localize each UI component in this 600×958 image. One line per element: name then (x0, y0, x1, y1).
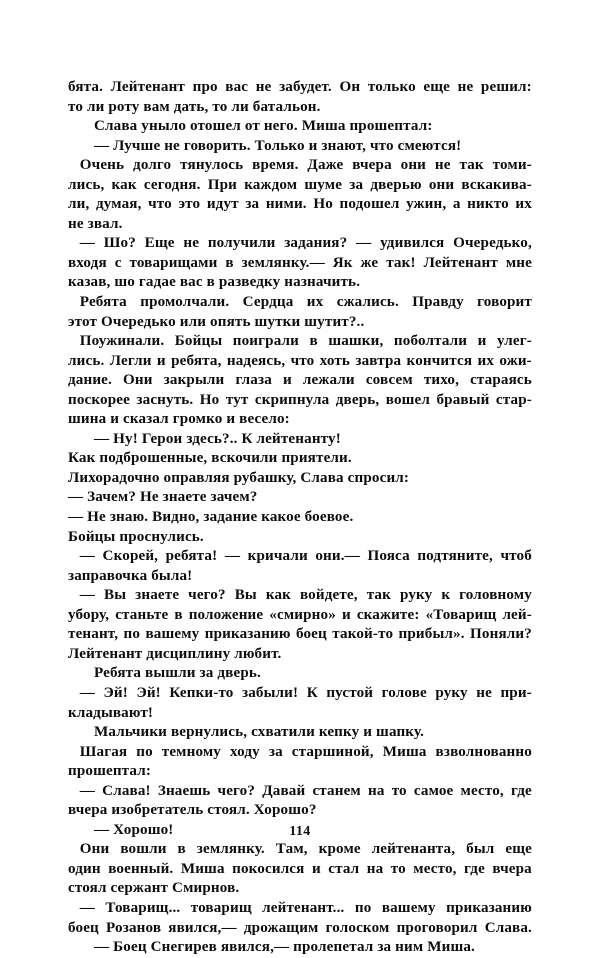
text-line: — Боец Снегирев явился,— пролепетал за ним Миша. (94, 939, 475, 956)
text-line: дание. Они закрыли глаза и лежали совсем тихо, стараясь (68, 372, 532, 389)
text-line: Лихорадочно оправляя рубашку, Слава спросил: (68, 469, 410, 486)
text-line: — Ну! Герои здесь?.. К лейтенанту! (94, 430, 341, 447)
text-line: Ребята промолчали. Сердца их сжались. Правду говорит (68, 294, 532, 311)
text-line: казав, шо гадае вас в разведку назначить. (68, 274, 361, 291)
text-line: лись. Легли и ребята, надеясь, что хоть завтра кончится их ожи- (68, 352, 532, 369)
text-line: Поужинали. Бойцы поиграли в шашки, поболтали и улег- (68, 333, 532, 350)
text-line: прошептал: (68, 763, 152, 780)
text-line: поскорее заснуть. Но тут скрипнула дверь, вошел бравый стар- (68, 391, 532, 408)
text-line: кладывают! (68, 704, 154, 721)
text-line: — Эй! Эй! Кепки-то забыли! К пустой голове руку не при- (68, 684, 532, 701)
text-line: входя с товарищами в землянку.— Як же так! Лейтенант мне (68, 254, 532, 271)
text-line: то ли роту вам дать, то ли батальон. (68, 98, 321, 115)
text-line: убору, станьте в положение «смирно» и скажите: «Товарищ лей- (68, 606, 532, 623)
text-line: Шагая по темному ходу за старшиной, Миша взволнованно (68, 743, 532, 760)
text-line: тенант, по вашему приказанию боец такой-то прибыл». Поняли? (68, 626, 532, 643)
text-line: Лейтенант дисциплину любит. (68, 645, 282, 662)
text-line: вчера изобретатель стоял. Хорошо? (68, 802, 317, 819)
text-line: боец Розанов явился,— дрожащим голоском проговорил Слава. (68, 919, 532, 936)
text-line: Мальчики вернулись, схватили кепку и шапку. (94, 724, 425, 741)
page-number: 114 (289, 824, 311, 839)
text-line: — Шо? Еще не получили задания? — удивился Очередько, (68, 235, 532, 252)
text-line: — Хорошо! (94, 821, 174, 838)
text-line: Как подброшенные, вскочили приятели. (68, 450, 352, 467)
text-line: Ребята вышли за дверь. (94, 665, 261, 682)
text-line: — Вы знаете чего? Вы как войдете, так руку к головному (68, 587, 532, 604)
text-line: шина и сказал громко и весело: (68, 411, 290, 428)
text-line: — Лучше не говорить. Только и знают, что смеются! (94, 137, 462, 154)
text-line: не звал. (68, 215, 123, 232)
text-line: стоял сержант Смирнов. (68, 880, 240, 897)
text-line: — Скорей, ребята! — кричали они.— Пояса подтяните, чтоб (68, 548, 532, 565)
text-line: бята. Лейтенант про вас не забудет. Он только еще не решил: (68, 79, 532, 95)
text-line: — Не знаю. Видно, задание какое боевое. (68, 509, 354, 526)
text-line: лись, как сегодня. При каждом шуме за дверью они вскакива- (68, 176, 532, 193)
text-line: Очень долго тянулось время. Даже вчера они не так томи- (68, 157, 532, 174)
text-line: — Слава! Знаешь чего? Давай станем на то самое место, где (68, 782, 532, 799)
text-line: Бойцы проснулись. (68, 528, 204, 545)
text-line: — Товарищ... товарищ лейтенант... по вашему приказанию (68, 899, 532, 916)
text-line: Слава уныло отошел от него. Миша прошептал: (94, 118, 433, 135)
text-line: ли, думая, что это идут за ними. Но подошел ужин, а никто их (68, 196, 532, 213)
text-line: этот Очередько или опять шутки шутит?.. (68, 313, 365, 330)
text-line: заправочка была! (68, 567, 193, 584)
text-line: один военный. Миша покосился и стал на то место, где вчера (68, 860, 532, 877)
text-line: Они вошли в землянку. Там, кроме лейтенанта, был еще (68, 841, 532, 858)
text-line: — Зачем? Не знаете зачем? (68, 489, 258, 506)
